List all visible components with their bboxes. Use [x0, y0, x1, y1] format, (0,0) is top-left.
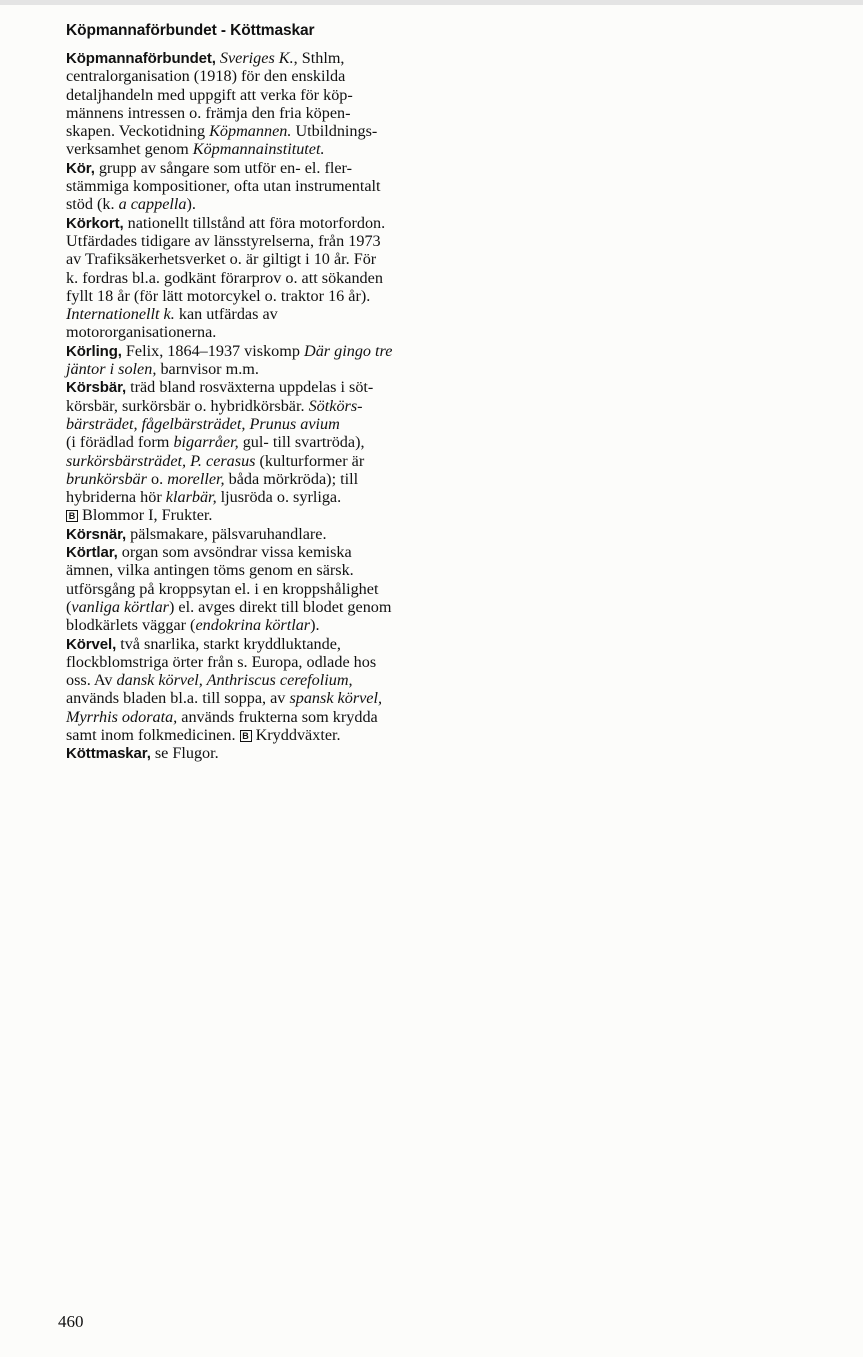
italic-run: jäntor i solen, — [66, 360, 157, 379]
text-line — [66, 67, 456, 85]
text-run: , Sthlm, — [293, 49, 345, 67]
text-run: nationellt tillstånd att föra motorfordon. — [123, 213, 386, 232]
text-run: två snarlika, starkt kryddluktande, — [116, 634, 341, 653]
text-run: används frukterna som krydda — [177, 707, 378, 726]
illustration-ref-icon: B — [240, 730, 252, 742]
italic-run: bärsträdet, fågelbärsträdet, Prunus avium — [66, 414, 340, 433]
text-line — [66, 214, 456, 232]
italic-run: surkörsbärsträdet, P. cerasus — [66, 451, 256, 470]
italic-run: Köpmannen. — [209, 122, 292, 141]
text-line — [66, 506, 456, 524]
page-top-edge — [0, 0, 863, 5]
text-run: utförsgång på kroppsytan el. i en kroppshålighet — [66, 579, 379, 598]
italic-run: dansk körvel, Anthriscus cerefolium, — [116, 671, 353, 690]
text-run: se Flugor. — [150, 744, 219, 763]
text-line — [66, 744, 456, 762]
text-run: Utfärdades tidigare av länsstyrelserna, från 1973 — [66, 231, 381, 250]
text-line — [66, 342, 456, 360]
headword: Körsnär, — [66, 525, 127, 543]
text-run: Felix, 1864–1937 viskomp — [121, 341, 304, 360]
text-line — [66, 159, 456, 177]
text-run: pälsmakare, pälsvaruhandlare. — [126, 524, 327, 543]
text-line — [66, 561, 456, 579]
text-run: stöd (k. — [66, 195, 119, 214]
text-line — [66, 287, 456, 305]
headword: Körtlar, — [66, 544, 118, 562]
italic-run: Där gingo tre — [304, 341, 393, 360]
text-run: Blommor I, Frukter. — [78, 506, 213, 525]
italic-run: Myrrhis odorata, — [66, 707, 178, 726]
page-number: 460 — [58, 1312, 84, 1331]
text-line — [66, 250, 456, 268]
text-run: barnvisor m.m. — [156, 360, 259, 379]
text-line — [66, 525, 456, 543]
text-run: flockblomstriga örter från s. Europa, odlade hos — [66, 652, 377, 671]
text-run: organ som avsöndrar vissa kemiska — [117, 543, 352, 562]
text-line — [66, 104, 456, 122]
text-run: av Trafiksäkerhetsverket o. är giltigt i 10 år. För — [66, 250, 377, 269]
italic-run: klarbär, — [165, 488, 217, 507]
text-run: ljusröda o. syrliga. — [216, 488, 342, 507]
text-run: ämnen, vilka antingen töms genom en särsk. — [66, 561, 354, 580]
text-line — [66, 122, 456, 140]
text-line — [66, 323, 456, 341]
text-run: ) el. avges direkt till blodet genom — [168, 597, 392, 616]
italic-run: brunkörsbär — [66, 469, 147, 488]
text-run: blodkärlets väggar ( — [66, 616, 196, 635]
text-run: stämmiga kompositioner, ofta utan instrumentalt — [66, 177, 381, 196]
text-line — [66, 708, 456, 726]
italic-run: endokrina körtlar — [195, 616, 311, 635]
text-line — [66, 488, 456, 506]
text-line — [66, 598, 456, 616]
text-run: Utbildnings- — [291, 122, 378, 141]
text-run: oss. Av — [66, 671, 117, 690]
text-line — [66, 415, 456, 433]
italic-run: a cappella — [118, 195, 187, 214]
text-run: k. fordras bl.a. godkänt förarprov o. att sökanden — [66, 268, 383, 287]
italic-run: Internationellt k. — [66, 305, 175, 324]
text-line — [66, 269, 456, 287]
italic-run: vanliga körtlar — [71, 597, 169, 616]
headword: Kör, — [66, 159, 95, 177]
text-line — [66, 397, 456, 415]
headword: Körvel, — [66, 635, 117, 653]
text-line — [66, 671, 456, 689]
text-run: gul- till svartröda), — [238, 433, 365, 452]
entry-column — [66, 49, 456, 763]
text-line — [66, 635, 456, 653]
text-line — [66, 689, 456, 707]
text-run: ( — [66, 597, 72, 616]
text-run: ). — [310, 616, 320, 635]
text-run: centralorganisation (1918) för den enskilda — [66, 67, 346, 86]
text-run: verksamhet genom — [66, 140, 193, 159]
text-run: skapen. Veckotidning — [66, 122, 210, 141]
text-line — [66, 177, 456, 195]
text-line — [66, 305, 456, 323]
text-run: kan utfärdas av — [174, 305, 278, 324]
text-run: grupp av sångare som utför en- el. fler- — [94, 158, 353, 177]
text-line — [66, 195, 456, 213]
text-line — [66, 470, 456, 488]
illustration-ref-icon: B — [66, 510, 78, 522]
text-run: ). — [186, 195, 196, 214]
text-run: (i förädlad form — [66, 433, 174, 452]
text-line — [66, 580, 456, 598]
headword: Köttmaskar, — [66, 745, 151, 763]
text-line — [66, 726, 456, 744]
text-run: detaljhandeln med uppgift att verka för köp- — [66, 85, 353, 104]
text-line — [66, 653, 456, 671]
text-run: träd bland rosväxterna uppdelas i söt- — [126, 378, 374, 397]
text-line — [66, 49, 456, 67]
italic-run: Köpmannainstitutet. — [192, 140, 325, 159]
text-line — [66, 232, 456, 250]
text-run: fyllt 18 år (för lätt motorcykel o. traktor 16 år). — [66, 286, 371, 305]
headword: Köpmannaförbundet, — [66, 50, 216, 67]
text-line — [66, 433, 456, 451]
italic-run: bigarråer, — [173, 433, 239, 452]
text-run: båda mörkröda); till — [224, 469, 359, 488]
text-run: samt inom folkmedicinen. — [66, 725, 240, 744]
headword: Körkort, — [66, 214, 124, 232]
text-line — [66, 452, 456, 470]
text-line — [66, 140, 456, 158]
italic-run: spansk körvel, — [289, 689, 383, 708]
text-line — [66, 616, 456, 634]
running-head: Köpmannaförbundet - Köttmaskar — [66, 22, 315, 39]
text-line — [66, 543, 456, 561]
text-line — [66, 360, 456, 378]
text-run: (kulturformer är — [255, 451, 365, 470]
text-run: används bladen bl.a. till soppa, av — [66, 689, 290, 708]
italic-run: Sveriges K. — [219, 49, 294, 67]
italic-run: moreller, — [167, 469, 225, 488]
text-run: männens intressen o. främja den fria köpen- — [66, 103, 351, 122]
text-run: Kryddväxter. — [251, 725, 341, 744]
text-run: o. — [146, 469, 168, 488]
text-run: motororganisationerna. — [66, 323, 217, 342]
text-line — [66, 378, 456, 396]
text-run: körsbär, surkörsbär o. hybridkörsbär. — [66, 396, 309, 415]
headword: Körsbär, — [66, 379, 127, 397]
italic-run: Sötkörs- — [308, 396, 363, 415]
text-run: hybriderna hör — [66, 488, 166, 507]
text-line — [66, 86, 456, 104]
headword: Körling, — [66, 342, 122, 360]
